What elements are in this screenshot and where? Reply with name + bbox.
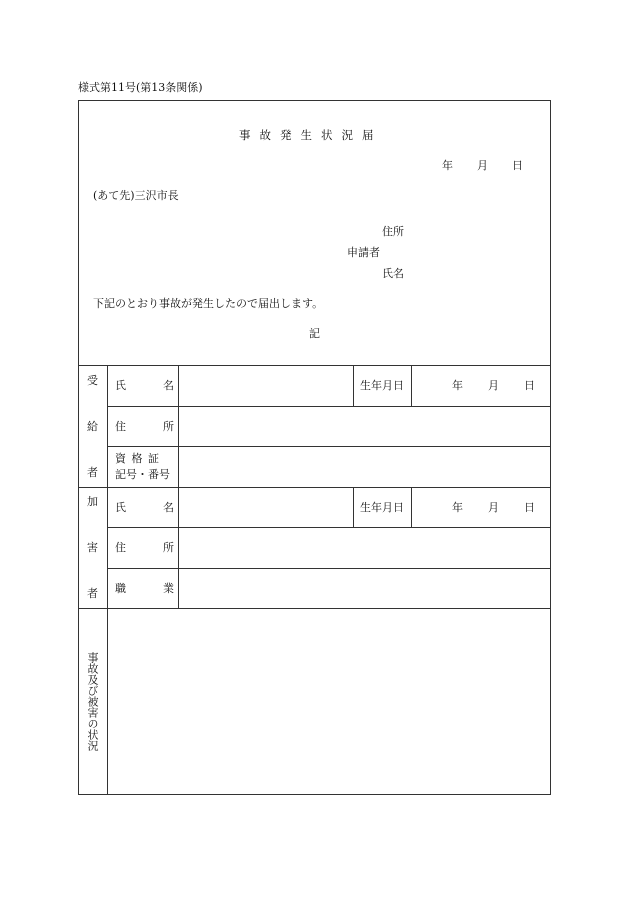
- perpetrator-birth-label: 生年月日: [360, 501, 404, 514]
- recipient-address-label: 住: [115, 420, 126, 433]
- recipient-birth-month: 月: [488, 379, 499, 392]
- perpetrator-name-label: 氏: [115, 501, 126, 514]
- recipient-cert-field[interactable]: [179, 447, 549, 487]
- perpetrator-address-label: 所: [163, 541, 174, 554]
- perpetrator-job-label: 職: [115, 582, 126, 595]
- situation-field[interactable]: [108, 609, 549, 794]
- addressee: (あて先)三沢市長: [93, 189, 179, 202]
- perpetrator-section-char: 害: [87, 541, 98, 554]
- perpetrator-address-field[interactable]: [179, 528, 549, 568]
- recipient-birth-label: 生年月日: [360, 379, 404, 392]
- perpetrator-birth-day: 日: [524, 501, 535, 514]
- date-month-label: 月: [477, 159, 488, 172]
- date-year-label: 年: [442, 159, 453, 172]
- ki-label: 記: [309, 327, 320, 340]
- recipient-address-field[interactable]: [179, 407, 549, 446]
- recipient-cert-label: 資 格 証: [115, 452, 160, 465]
- perpetrator-name-field[interactable]: [179, 488, 353, 527]
- birth-column-divider: [353, 365, 354, 406]
- perpetrator-section-char: 者: [87, 587, 98, 600]
- recipient-cert-label: 記号・番号: [115, 468, 170, 481]
- recipient-birth-year: 年: [452, 379, 463, 392]
- perpetrator-section-char: 加: [87, 495, 98, 508]
- perpetrator-birth-year: 年: [452, 501, 463, 514]
- perpetrator-job-label: 業: [163, 582, 174, 595]
- recipient-section-char: 受: [87, 374, 98, 387]
- perpetrator-birth-month: 月: [488, 501, 499, 514]
- applicant-address-label: 住所: [382, 225, 404, 238]
- applicant-label: 申請者: [347, 246, 380, 259]
- recipient-name-label: 氏: [115, 379, 126, 392]
- date-day-label: 日: [512, 159, 523, 172]
- recipient-address-label: 所: [163, 420, 174, 433]
- recipient-name-label: 名: [163, 379, 174, 392]
- situation-label: 事故及び被害の状況: [86, 652, 99, 751]
- form-title: 事故発生状況届: [239, 128, 383, 142]
- form-number: 様式第11号(第13条関係): [78, 81, 203, 94]
- applicant-name-label: 氏名: [382, 267, 404, 280]
- recipient-name-field[interactable]: [179, 366, 353, 406]
- recipient-section-char: 給: [87, 420, 98, 433]
- birth-value-divider: [411, 487, 412, 527]
- perpetrator-job-field[interactable]: [179, 569, 549, 608]
- accident-report-form: [78, 100, 551, 795]
- recipient-birth-day: 日: [524, 379, 535, 392]
- perpetrator-name-label: 名: [163, 501, 174, 514]
- perpetrator-address-label: 住: [115, 541, 126, 554]
- birth-column-divider: [353, 487, 354, 527]
- statement-text: 下記のとおり事故が発生したので届出します。: [93, 297, 324, 310]
- birth-value-divider: [411, 365, 412, 406]
- recipient-section-char: 者: [87, 466, 98, 479]
